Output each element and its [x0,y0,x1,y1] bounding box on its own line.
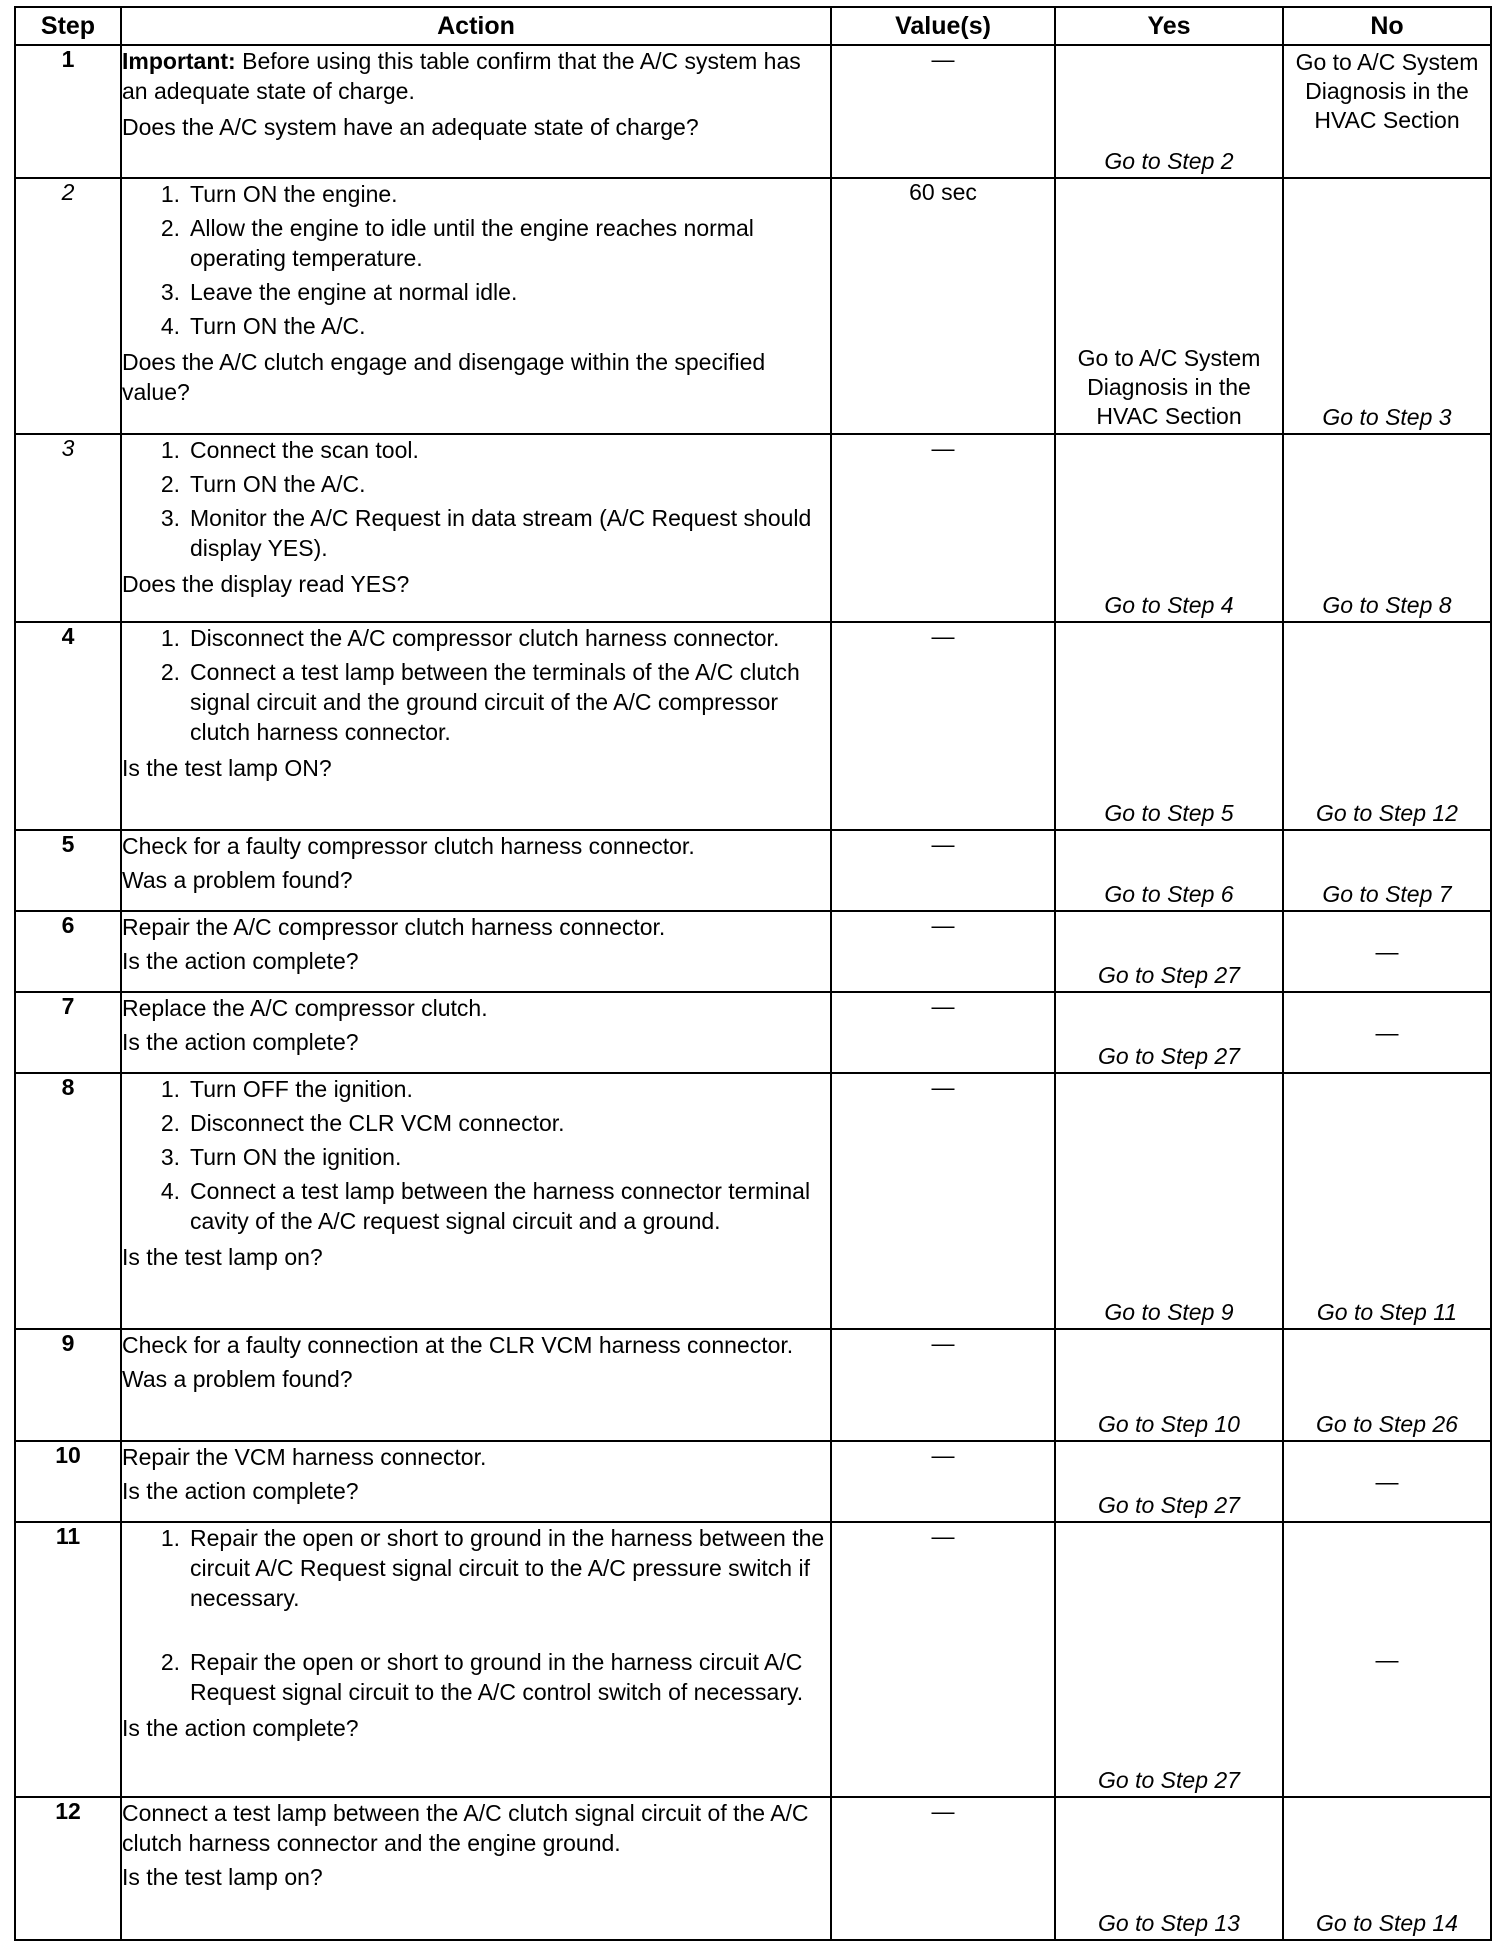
action-question: Is the test lamp on? [122,1244,323,1270]
action-step-item: 3. Turn ON the ignition. [160,1144,402,1170]
no-cell [1283,830,1491,911]
action-steps [122,435,830,563]
action-step-item: 2. Repair the open or short to ground in the harness circuit A/C Request signal circuit to the A/C control switch of necessary. [160,1649,804,1705]
no-cell [1283,1441,1491,1522]
action-step-item: 1. Repair the open or short to ground in the harness between the circuit A/C Request signal circuit to the A/C pressure switch if necessary. [160,1525,825,1611]
yes-cell [1055,911,1283,992]
no-cell [1283,45,1491,178]
value-cell: — [831,1441,1055,1522]
yes-goto: Go to Step 4 [1104,592,1234,618]
no-goto: Go to Step 8 [1322,592,1452,618]
value-cell: — [831,622,1055,830]
action-step-item: 2. Disconnect the CLR VCM connector. [160,1110,565,1136]
yes-cell [1055,1073,1283,1329]
header-no: No [1283,7,1491,45]
action-text: Replace the A/C compressor clutch. [122,995,488,1021]
no-goto: Go to Step 26 [1316,1411,1458,1437]
action-step-item: 1. Turn OFF the ignition. [160,1076,413,1102]
action-cell [121,178,831,434]
table-row-step-9 [15,1329,1491,1441]
table-row-step-7 [15,992,1491,1073]
action-steps [122,623,830,747]
yes-goto: Go to Step 5 [1104,800,1234,826]
action-step-item: 2. Connect a test lamp between the terminals of the A/C clutch signal circuit and the ground circuit of the A/C compressor clutch harness connector. [160,659,800,745]
action-question: Was a problem found? [122,867,353,893]
action-step-item: 4. Turn ON the A/C. [160,313,366,339]
no-goto: — [1375,1468,1399,1494]
no-cell [1283,992,1491,1073]
table-row-step-12 [15,1797,1491,1940]
action-text: Repair the VCM harness connector. [122,1444,487,1470]
action-steps [122,1523,830,1707]
important-note [122,46,830,106]
yes-cell [1055,434,1283,622]
value-cell: — [831,830,1055,911]
header-yes: Yes [1055,7,1283,45]
step-number: 5 [15,830,121,911]
action-question: Does the A/C system have an adequate state of charge? [122,114,699,140]
no-goto: — [1375,1019,1399,1045]
action-question: Does the A/C clutch engage and disengage within the specified value? [122,349,766,405]
table-row-step-8 [15,1073,1491,1329]
action-text: Check for a faulty compressor clutch harness connector. [122,833,695,859]
step-number: 9 [15,1329,121,1441]
action-question: Is the action complete? [122,948,359,974]
action-cell [121,622,831,830]
no-goto: Go to Step 12 [1316,800,1458,826]
yes-goto: Go to Step 27 [1098,1767,1240,1793]
action-question: Is the test lamp ON? [122,755,332,781]
yes-goto: Go to Step 13 [1098,1910,1240,1936]
action-step-item: 1. Turn ON the engine. [160,181,398,207]
action-cell [121,1522,831,1797]
yes-cell [1055,45,1283,178]
yes-goto: Go to Step 27 [1098,1492,1240,1518]
no-cell [1283,178,1491,434]
no-cell [1283,622,1491,830]
action-question: Was a problem found? [122,1366,353,1392]
yes-cell [1055,178,1283,434]
step-number: 4 [15,622,121,830]
yes-cell [1055,1522,1283,1797]
action-cell [121,45,831,178]
action-cell [121,992,831,1073]
action-text: Repair the A/C compressor clutch harness connector. [122,914,666,940]
action-cell [121,1797,831,1940]
value-cell: — [831,434,1055,622]
value-cell: — [831,992,1055,1073]
table-row-step-5 [15,830,1491,911]
yes-goto: Go to Step 6 [1104,881,1234,907]
step-number: 8 [15,1073,121,1329]
yes-goto: Go to Step 27 [1098,962,1240,988]
header-step: Step [15,7,121,45]
no-goto: Go to Step 14 [1316,1910,1458,1936]
action-cell [121,911,831,992]
diagnostic-table [14,6,1492,1941]
action-step-item: 1. Disconnect the A/C compressor clutch harness connector. [160,625,780,651]
table-row-step-10 [15,1441,1491,1522]
no-goto: Go to Step 7 [1322,881,1452,907]
no-cell [1283,1522,1491,1797]
table-row-step-4 [15,622,1491,830]
table-row-step-11 [15,1522,1491,1797]
action-text: Connect a test lamp between the A/C clutch signal circuit of the A/C clutch harness connector and the engine ground. [122,1800,809,1856]
action-question: Does the display read YES? [122,571,410,597]
step-number: 3 [15,434,121,622]
no-goto: Go to A/C System Diagnosis in the HVAC Section [1295,49,1479,133]
yes-goto: Go to A/C System Diagnosis in the HVAC Section [1077,345,1261,429]
action-step-item: 3. Leave the engine at normal idle. [160,279,518,305]
header-row [15,7,1491,45]
table-row-step-6 [15,911,1491,992]
yes-cell [1055,1329,1283,1441]
important-label: Important: [122,48,236,74]
value-cell: — [831,911,1055,992]
yes-goto: Go to Step 2 [1104,148,1234,174]
no-cell [1283,1073,1491,1329]
step-number: 11 [15,1522,121,1797]
action-question: Is the action complete? [122,1478,359,1504]
yes-goto: Go to Step 10 [1098,1411,1240,1437]
action-question: Is the action complete? [122,1029,359,1055]
value-cell: — [831,1329,1055,1441]
value-cell: — [831,1522,1055,1797]
no-goto: — [1375,1646,1399,1672]
action-step-item: 2. Turn ON the A/C. [160,471,366,497]
action-step-item: 2. Allow the engine to idle until the engine reaches normal operating temperature. [160,215,754,271]
action-step-item: 3. Monitor the A/C Request in data stream (A/C Request should display YES). [160,505,812,561]
value-cell: — [831,1797,1055,1940]
yes-cell [1055,1441,1283,1522]
yes-cell [1055,830,1283,911]
table-row-step-1 [15,45,1491,178]
important-text: Before using this table confirm that the A/C system has an adequate state of charge. [122,48,801,104]
no-cell [1283,1329,1491,1441]
step-number: 7 [15,992,121,1073]
no-goto: Go to Step 11 [1316,1299,1458,1325]
action-text: Check for a faulty connection at the CLR VCM harness connector. [122,1332,794,1358]
no-goto: Go to Step 3 [1322,404,1452,430]
action-cell [121,434,831,622]
action-question: Is the test lamp on? [122,1864,323,1890]
header-values: Value(s) [831,7,1055,45]
yes-cell [1055,1797,1283,1940]
action-question: Is the action complete? [122,1715,359,1741]
no-goto: — [1375,938,1399,964]
action-cell [121,1073,831,1329]
action-cell [121,1441,831,1522]
value-cell: — [831,1073,1055,1329]
step-number: 10 [15,1441,121,1522]
step-number: 1 [15,45,121,178]
no-cell [1283,911,1491,992]
no-cell [1283,1797,1491,1940]
action-step-item: 4. Connect a test lamp between the harness connector terminal cavity of the A/C request signal circuit and a ground. [160,1178,811,1234]
yes-goto: Go to Step 9 [1104,1299,1234,1325]
step-number: 6 [15,911,121,992]
value-cell: 60 sec [831,178,1055,434]
action-step-item: 1. Connect the scan tool. [160,437,419,463]
table-row-step-3 [15,434,1491,622]
header-action: Action [121,7,831,45]
yes-goto: Go to Step 27 [1098,1043,1240,1069]
yes-cell [1055,622,1283,830]
table-row-step-2 [15,178,1491,434]
action-steps [122,179,830,341]
action-steps [122,1074,830,1236]
step-number: 12 [15,1797,121,1940]
step-number: 2 [15,178,121,434]
value-cell: — [831,45,1055,178]
no-cell [1283,434,1491,622]
action-cell [121,830,831,911]
yes-cell [1055,992,1283,1073]
action-cell [121,1329,831,1441]
